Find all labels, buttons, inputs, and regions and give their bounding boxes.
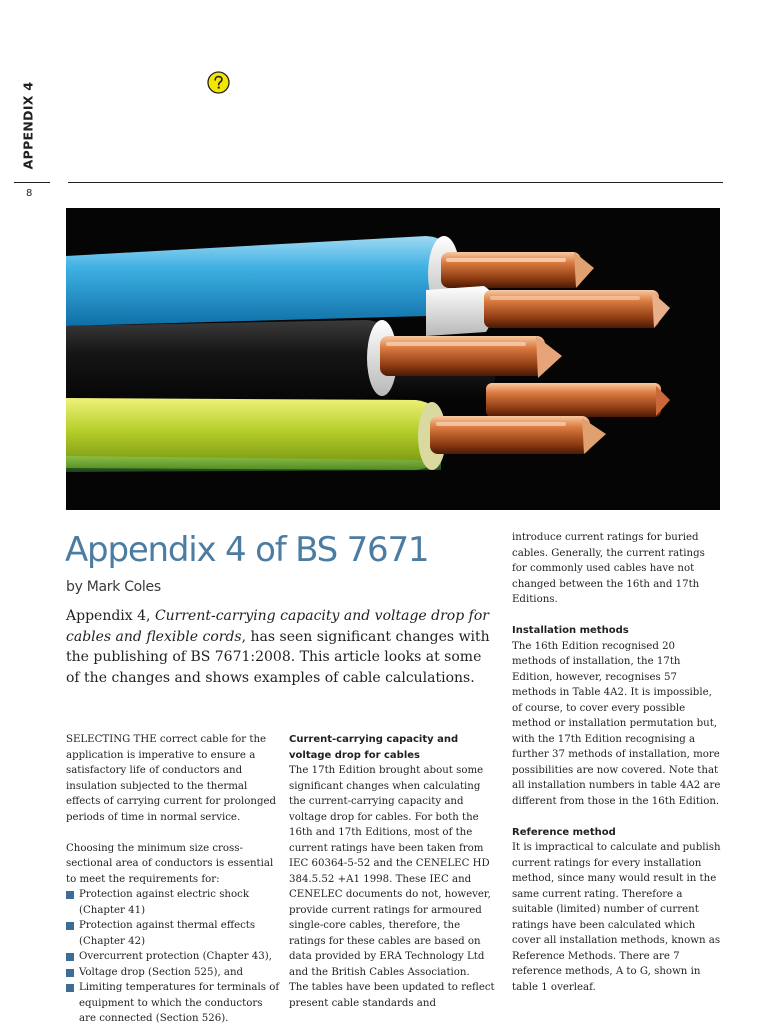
body-column-2 — [289, 732, 495, 1011]
body-column-1 — [66, 732, 280, 1027]
body-column-3 — [512, 530, 722, 995]
col3-paragraph-3: It is impractical to calculate and publish current ratings for every installation method, since many would result in the same current rating. Therefore a suitable (limited) number of current ratings have been calculated which cover all installation methods, known as Reference Methods. There are 7 reference methods, A to G, shown in table 1 overleaf. — [512, 842, 721, 993]
list-item: Voltage drop (Section 525), and — [66, 965, 280, 981]
col3-paragraph-1: introduce current ratings for buried cables. Generally, the current ratings for commonly used cables have not changed between the 16th and 17th Editions. — [512, 532, 705, 605]
article-intro — [66, 606, 492, 689]
list-item: Protection against thermal effects (Chapter 42) — [66, 918, 280, 949]
article-byline: by Mark Coles — [66, 579, 161, 595]
section-label-text: APPENDIX 4 — [20, 81, 36, 170]
intro-lead: Appendix 4, — [66, 608, 155, 624]
intro-publication-title: Current-carrying capacity and voltage drop for cables and flexible cords — [66, 608, 489, 645]
cables-photo — [66, 208, 720, 510]
col2-paragraph-2: The tables have been updated to reflect present cable standards and — [289, 982, 495, 1009]
requirements-list — [66, 887, 280, 1027]
list-item: Overcurrent protection (Chapter 43), — [66, 949, 280, 965]
col3-paragraph-2: The 16th Edition recognised 20 methods of installation, the 17th Edition, however, recognises 57 methods in Table 4A2. It is impossible, of course, to cover every possible method or installation permutation but, with the 17th Edition recognising a further 37 methods of installation, more possibilities are now covered. Note that all installation numbers in table 4A2 are different from those in the 16th Edition. — [512, 640, 721, 807]
section-heading-reference-method: Reference method — [512, 826, 616, 838]
page-number: 8 — [26, 188, 33, 199]
intro-rest: , has seen significant changes with the publishing of BS 7671:2008. This article looks at some of the changes and shows examples of cable calculations. — [66, 628, 490, 687]
side-divider — [14, 182, 50, 183]
header-rule — [68, 182, 723, 183]
col2-paragraph-1: The 17th Edition brought about some significant changes when calculating the current-carrying capacity and voltage drop for cables. For both the 16th and 17th Editions, most of the current ratings have been taken from IEC 60364-5-52 and the CENELEC HD 384.5.52 +A1 1998. These IEC and CENELEC documents do not, however, provide current ratings for armoured single-core cables, therefore, the ratings for these cables are based on data provided by ERA Technology Ltd and the British Cables Association. — [289, 765, 491, 978]
list-item: Limiting temperatures for terminals of equipment to which the conductors are connected (Section 526). — [66, 980, 280, 1027]
col1-paragraph-2: Choosing the minimum size cross-sectional area of conductors is essential to meet the requirements for: — [66, 842, 274, 885]
question-mark-icon[interactable] — [207, 71, 230, 94]
article-title: Appendix 4 of BS 7671 — [65, 530, 429, 570]
list-item: Protection against electric shock (Chapter 41) — [66, 887, 280, 918]
section-heading-installation-methods: Installation methods — [512, 625, 629, 636]
col1-paragraph-1: SELECTING THE correct cable for the application is imperative to ensure a satisfactory life of conductors and insulation subjected to the thermal effects of carrying current for prolonged periods of time in normal service. — [66, 734, 277, 823]
section-heading-current-carrying: Current-carrying capacity and voltage drop for cables — [289, 734, 459, 761]
section-side-label — [20, 80, 42, 180]
